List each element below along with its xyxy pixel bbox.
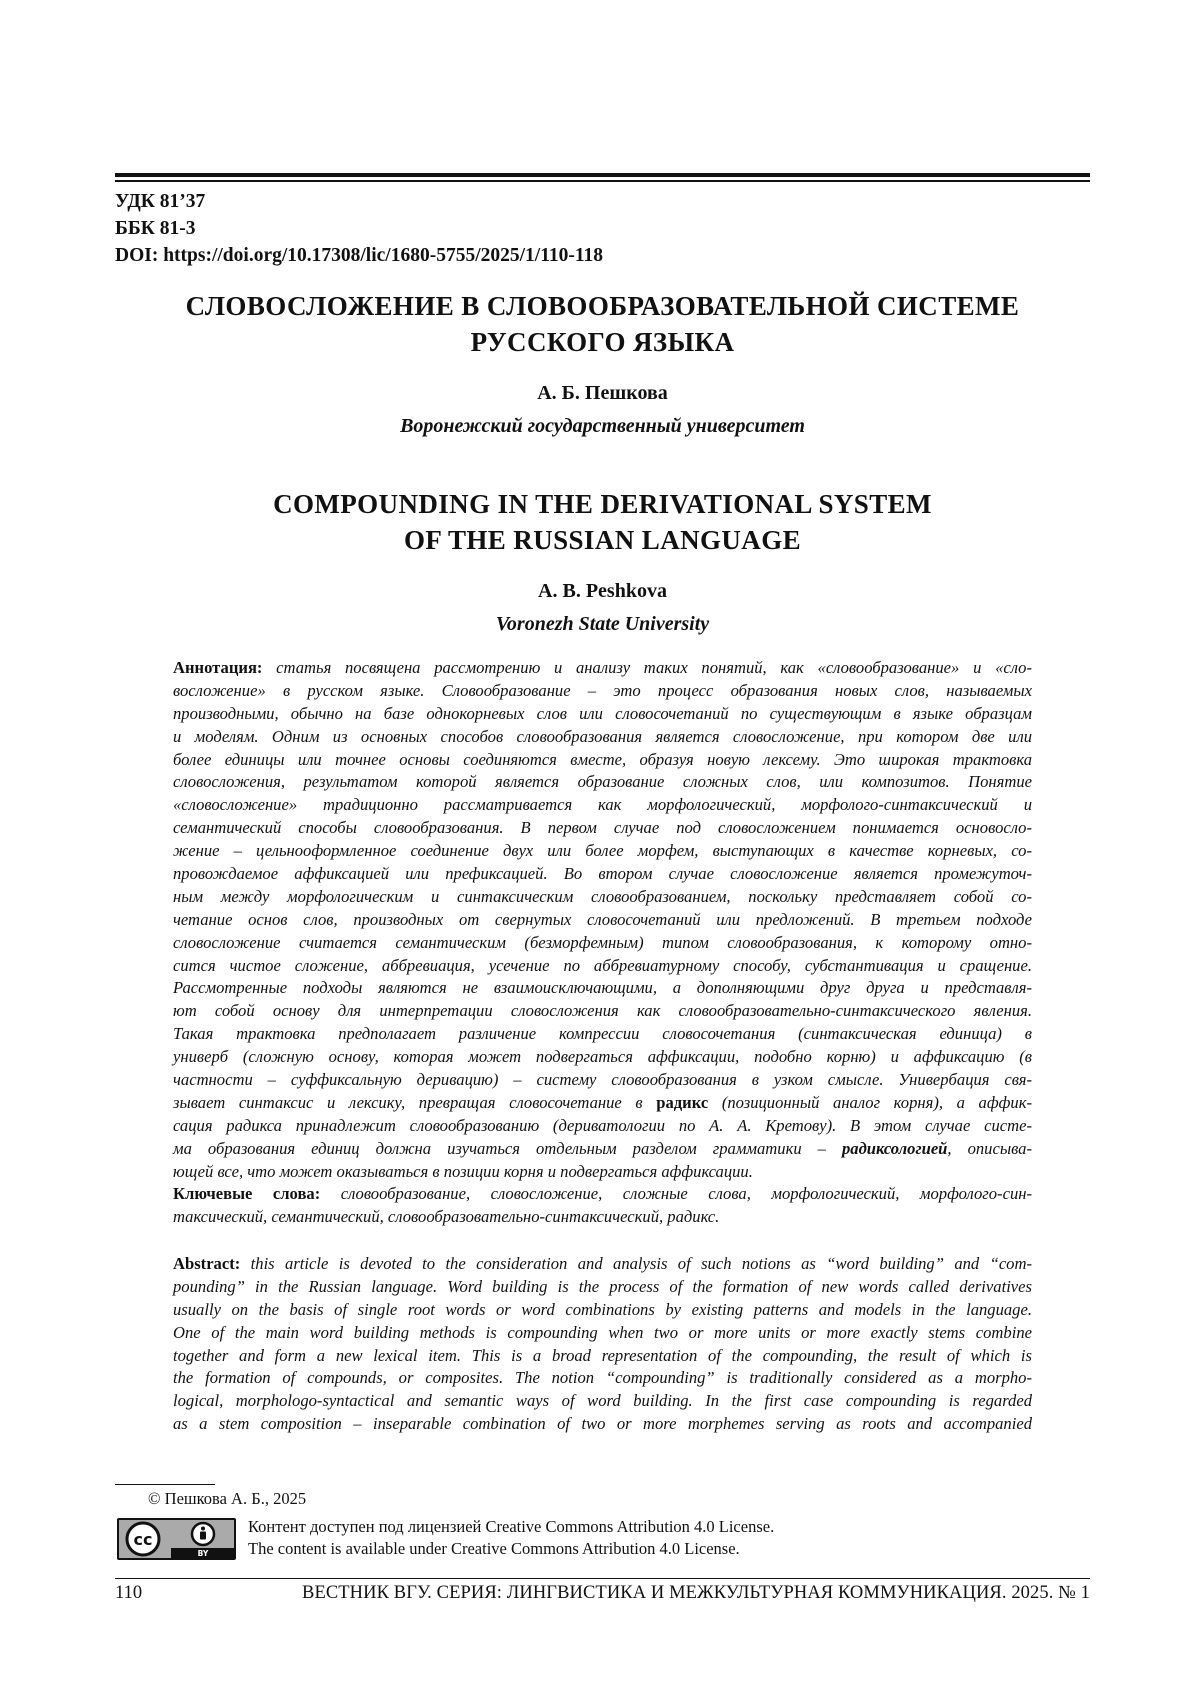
annotation-line: словосложение считается семантическим (безморфемным) типом словообразования, к которому отно- [173, 932, 1032, 955]
abstract-line: One of the main word building methods is compounding when two or more units or more exactly stems combine [173, 1322, 1032, 1345]
article-metadata [115, 188, 603, 269]
footnote-rule [115, 1484, 215, 1485]
abstract-line: as a stem composition – inseparable combination of two or more morphemes serving as roots and accompanied [173, 1413, 1032, 1436]
abstract-label: Abstract: [173, 1254, 240, 1273]
title-en-line-2: OF THE RUSSIAN LANGUAGE [115, 522, 1090, 558]
by-label: BY [198, 1549, 209, 1558]
annotation-line: Рассмотренные подходы являются не взаимоисключающими, а дополняющими друг друга и представля- [173, 977, 1032, 1000]
annotation-line: зывает синтаксис и лексику, превращая словосочетание в радикс (позиционный аналог корня), а аффик- [173, 1092, 1032, 1115]
annotation-line: Аннотация: статья посвящена рассмотрению и анализу таких понятий, как «словообразование» и «сло- [173, 657, 1032, 680]
doi-link[interactable]: DOI: https://doi.org/10.17308/lic/1680-5755/2025/1/110-118 [115, 242, 603, 269]
annotation-line: четание основ слов, производных от свернутых словосочетаний или предложений. В третьем подходе [173, 909, 1032, 932]
annotation-line: сация радикса принадлежит словообразованию (дериватологии по А. А. Кретову). В этом случае систе- [173, 1115, 1032, 1138]
abstract-line: logical, morphologo-syntactical and semantic ways of word building. In the first case compounding is regarded [173, 1390, 1032, 1413]
annotation-line: «словосложение» традиционно рассматривается как морфологический, морфолого-синтаксический и [173, 794, 1032, 817]
annotation-line: частности – суффиксальную деривацию) – систему словообразования в узком смысле. Универбация свя- [173, 1069, 1032, 1092]
attribution-icon [192, 1523, 214, 1545]
footer-rule [115, 1578, 1090, 1579]
annotation-line: ющей все, что может оказываться в позиции корня и подвергаться аффиксации. [173, 1161, 1032, 1184]
annotation-line: ным между морфологическим и синтаксическим словообразованием, поскольку представляет собой со- [173, 886, 1032, 909]
header-rule-thin [115, 180, 1090, 182]
annotation-line: производными, обычно на базе однокорневых слов или словосочетаний по существующим в языке образцам [173, 703, 1032, 726]
annotation-line: жение – цельнооформленное соединение двух или более морфем, выступающих в качестве корневых, со- [173, 840, 1032, 863]
keywords-line: Ключевые слова: словообразование, словосложение, сложные слова, морфологический, морфолого-син- [173, 1183, 1032, 1206]
author-russian: А. Б. Пешкова [115, 382, 1090, 405]
affiliation-russian: Воронежский государственный университет [115, 415, 1090, 438]
header-rule-thick [115, 173, 1090, 177]
page-number: 110 [115, 1583, 142, 1604]
annotation-line: Такая трактовка предполагает различение компрессии словосочетания (синтаксическая единица) в [173, 1023, 1032, 1046]
cc-by-license-badge[interactable] [117, 1518, 236, 1560]
abstract-line: together and form a new lexical item. This is a broad representation of the compounding, the result of which is [173, 1345, 1032, 1368]
annotation-line: семантический способы словообразования. В первом случае под словосложением понимается основосло- [173, 817, 1032, 840]
annotation-line: провождаемое аффиксацией или префиксацией. Во втором случае словосложение является промежуточ- [173, 863, 1032, 886]
annotation-russian [173, 657, 1032, 1229]
keywords-label: Ключевые слова: [173, 1184, 320, 1203]
copyright-notice: © Пешкова А. Б., 2025 [148, 1489, 306, 1509]
author-english: A. B. Peshkova [115, 580, 1090, 603]
abstract-line: pounding” in the Russian language. Word building is the process of the formation of new words called derivatives [173, 1276, 1032, 1299]
cc-logo-text: cc [134, 1530, 153, 1549]
annotation-line: ют собой основу для интерпретации словосложения как словообразовательно-синтаксического явления. [173, 1000, 1032, 1023]
abstract-line: the formation of compounds, or composites. The notion “compounding” is traditionally considered as a morpho- [173, 1367, 1032, 1390]
title-en-line-1: COMPOUNDING IN THE DERIVATIONAL SYSTEM [115, 486, 1090, 522]
abstract-english [173, 1253, 1032, 1436]
annotation-line: словосложения, результатом которой является образование сложных слов, или композитов. Понятие [173, 771, 1032, 794]
journal-running-title: ВЕСТНИК ВГУ. СЕРИЯ: ЛИНГВИСТИКА И МЕЖКУЛЬТУРНАЯ КОММУНИКАЦИЯ. 2025. № 1 [302, 1583, 1090, 1604]
udk-code: УДК 81’37 [115, 188, 603, 215]
license-russian: Контент доступен под лицензией Creative Commons Attribution 4.0 License. [248, 1516, 774, 1538]
annotation-line: ма образования единиц должна изучаться отдельным разделом грамматики – радиксологией, описыва- [173, 1138, 1032, 1161]
abstract-line: usually on the basis of single root words or word combinations by existing patterns and models in the language. [173, 1299, 1032, 1322]
title-russian [115, 288, 1090, 360]
annotation-line: универб (сложную основу, которая может подвергаться аффиксации, подобно корню) и аффиксацию (в [173, 1046, 1032, 1069]
affiliation-english: Voronezh State University [115, 613, 1090, 636]
title-ru-line-1: СЛОВОСЛОЖЕНИЕ В СЛОВООБРАЗОВАТЕЛЬНОЙ СИСТЕМЕ [115, 288, 1090, 324]
annotation-label: Аннотация: [173, 658, 262, 677]
term-radixology: радиксологией [842, 1139, 947, 1158]
keywords-line: таксический, семантический, словообразовательно-синтаксический, радикс. [173, 1206, 1032, 1229]
license-english: The content is available under Creative Commons Attribution 4.0 License. [248, 1538, 774, 1560]
abstract-line: Abstract: this article is devoted to the consideration and analysis of such notions as “word building” and “com- [173, 1253, 1032, 1276]
term-radix: радикс [656, 1093, 708, 1112]
bbk-code: ББК 81-3 [115, 215, 603, 242]
title-ru-line-2: РУССКОГО ЯЗЫКА [115, 324, 1090, 360]
annotation-line: сится чистое сложение, аббревиация, усечение по аббревиатурному способу, субстантивация и сращение. [173, 955, 1032, 978]
annotation-line: и моделям. Одним из основных способов словообразования является словосложение, при котором две или [173, 726, 1032, 749]
annotation-line: восложение» в русском языке. Словообразование – это процесс образования новых слов, называемых [173, 680, 1032, 703]
title-english [115, 486, 1090, 558]
annotation-line: более единицы или точнее основы соединяются вместе, образуя новую лексему. Это широкая трактовка [173, 749, 1032, 772]
license-text [248, 1516, 774, 1560]
